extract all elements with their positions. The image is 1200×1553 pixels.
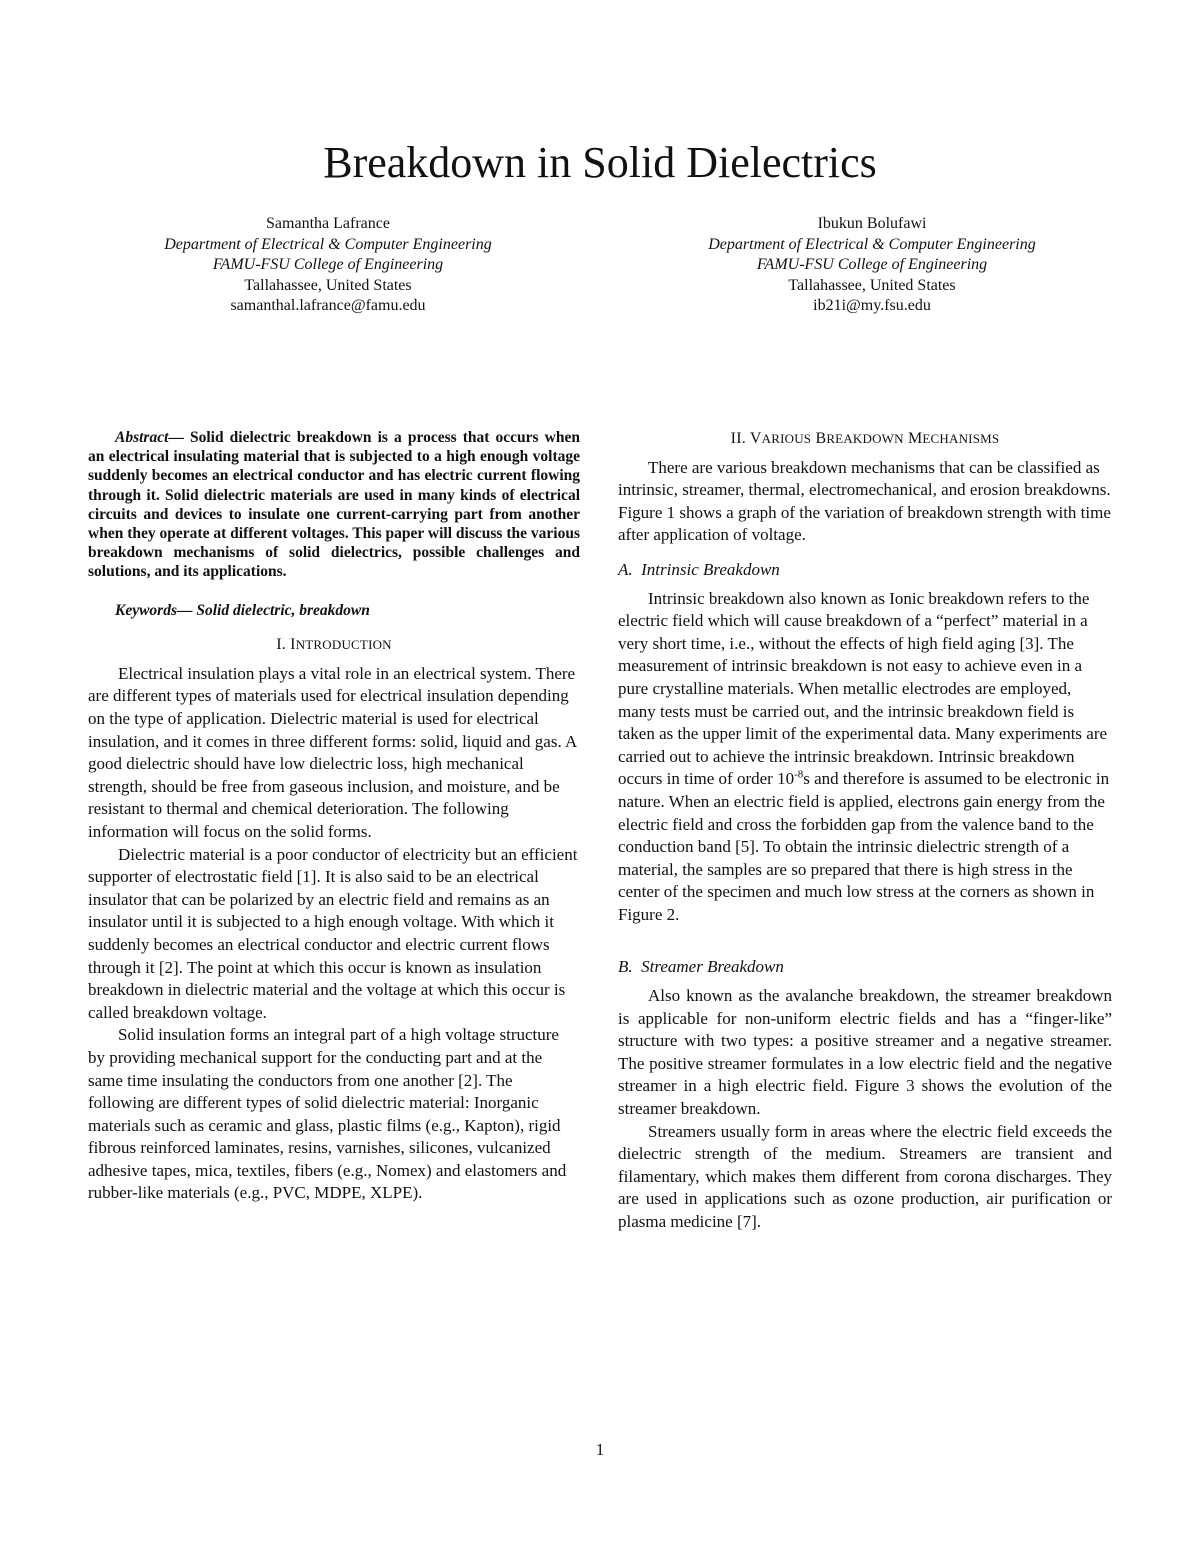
heading-smallcaps: NTRODUCTION — [295, 637, 392, 653]
mechanisms-paragraph: There are various breakdown mechanisms that can be classified as intrinsic, streamer, thermal, electromechanical, and erosion breakdowns. Figure 1 shows a graph of the variation of breakdown strength with time after application of voltage. — [618, 457, 1111, 545]
author-department: Department of Electrical & Computer Engineering — [708, 235, 1036, 253]
heading-smallcaps: REAKDOWN — [826, 431, 904, 446]
page-number: 1 — [595, 1440, 605, 1459]
intro-paragraph-1: Electrical insulation plays a vital role in an electrical system. There are different types of materials used for electrical insulation depending on the type of application. Dielectric material is used for electrical insulation, and it comes in three different forms: solid, liquid and gas. A good dielectric should have low dielectric loss, high mechanical strength, should be free from gaseous inclusion, and moisture, and be resistant to thermal and chemical deterioration. The following information will focus on the solid forms. — [88, 663, 577, 841]
heading-letter: M — [907, 430, 923, 447]
heading-smallcaps: ARIOUS — [761, 431, 812, 446]
heading-letter: I — [290, 636, 296, 654]
subsection-heading-streamer — [618, 956, 1112, 979]
section-heading-introduction — [88, 634, 580, 657]
abstract-label: Abstract — [115, 429, 169, 446]
subsection-title: Intrinsic Breakdown — [641, 559, 780, 579]
abstract-dash: — — [168, 429, 184, 446]
section-heading-mechanisms — [618, 428, 1112, 451]
author-college: FAMU-FSU College of Engineering — [756, 256, 988, 273]
subsection-title: Streamer Breakdown — [641, 957, 784, 977]
left-column — [88, 428, 580, 1205]
intro-paragraph-3: Solid insulation forms an integral part of a high voltage structure by providing mechanical support for the conducting part and at the same time insulating the conductors from one another [2]. The following are different types of solid dielectric material: Inorganic materials such as ceramic and glass, plastic films (e.g., Kapton), rigid fibrous reinforced laminates, resins, varnishes, silicones, vulcanized adhesive tapes, mica, textiles, fibers (e.g., Nomex) and elastomers and rubber-like materials (e.g., PVC, MDPE, XLPE). — [88, 1025, 567, 1203]
heading-smallcaps: ECHANISMS — [922, 431, 1000, 446]
keywords: Keywords— Solid dielectric, breakdown — [115, 601, 370, 619]
subsection-label: A. — [618, 559, 633, 579]
intro-paragraph-2: Dielectric material is a poor conductor of electricity but an efficient supporter of electrostatic field [1]. It is also said to be an electrical insulator that can be polarized by an electric field and remains as an insulator until it is subjected to a high enough voltage. With which it suddenly becomes an electrical conductor and electric current flows through it [2]. The point at which this occur is known as insulation breakdown in dielectric material and the voltage at which this occur is called breakdown voltage. — [88, 844, 578, 1022]
author-email: ib21i@my.fsu.edu — [813, 297, 931, 314]
author-email: samanthal.lafrance@famu.edu — [230, 297, 426, 314]
heading-letter: V — [749, 430, 762, 447]
author-location: Tallahassee, United States — [244, 276, 412, 294]
author-name: Ibukun Bolufawi — [817, 215, 927, 232]
author-department: Department of Electrical & Computer Engineering — [164, 235, 492, 253]
streamer-paragraph-1: Also known as the avalanche breakdown, the streamer breakdown is applicable for non-uniform electric fields and has a “finger-like” structure with two types: a positive streamer and a negative streamer. The positive streamer formulates in a low electric field and the negative streamer in a high electric field. Figure 3 shows the evolution of the streamer breakdown. — [618, 986, 1112, 1119]
author-college: FAMU-FSU College of Engineering — [212, 256, 444, 273]
author-block-1 — [78, 214, 578, 317]
streamer-paragraph-2: Streamers usually form in areas where the electric field exceeds the dielectric strength of the medium. Streamers are transient and filamentary, which makes them different from corona discharges. They are used in applications such as ozone production, air purification or plasma medicine [7]. — [618, 1121, 1112, 1231]
intrinsic-text-1: Intrinsic breakdown also known as Ionic breakdown refers to the electric field which will cause breakdown of a “perfect” material in a very short time, i.e., without the effects of high field aging [3]. The measurement of intrinsic breakdown is not easy to achieve even in a pure crystalline materials. When metallic electrodes are employed, many tests must be carried out, and the intrinsic breakdown field is taken as the upper limit of the experimental data. Many experiments are carried out to achieve the intrinsic breakdown. Intrinsic breakdown occurs in time of order 10 — [618, 588, 1108, 789]
right-column — [618, 428, 1112, 1234]
author-name: Samantha Lafrance — [266, 215, 390, 232]
paper-title: Breakdown in Solid Dielectrics — [323, 138, 877, 187]
intrinsic-paragraph — [618, 588, 1112, 927]
section-number: I. — [276, 636, 286, 654]
abstract — [88, 428, 580, 582]
superscript-exponent: -8 — [794, 768, 804, 781]
intrinsic-text-2: s and therefore is assumed to be electronic in nature. When an electric field is applied, electrons gain energy from the electric field and cross the forbidden gap from the valence band to the conduction band [5]. To obtain the intrinsic dielectric strength of a material, the samples are so prepared that there is high stress in the center of the specimen and much low stress at the corners as shown in Figure 2. — [618, 769, 1110, 924]
heading-letter: B — [815, 430, 827, 447]
author-location: Tallahassee, United States — [788, 276, 956, 294]
section-number: II. — [730, 430, 746, 447]
abstract-text: Solid dielectric breakdown is a process that occurs when an electrical insulating material that is subjected to a high enough voltage suddenly becomes an electrical conductor and has electric current flowing through it. Solid dielectric materials are used in many kinds of electrical circuits and devices to insulate one current-carrying part from another when they operate at different voltages. This paper will discuss the various breakdown mechanisms of solid dielectrics, possible challenges and solutions, and its applications. — [88, 429, 580, 581]
author-block-2 — [622, 214, 1122, 317]
subsection-heading-intrinsic — [618, 559, 1112, 582]
subsection-label: B. — [618, 957, 633, 977]
